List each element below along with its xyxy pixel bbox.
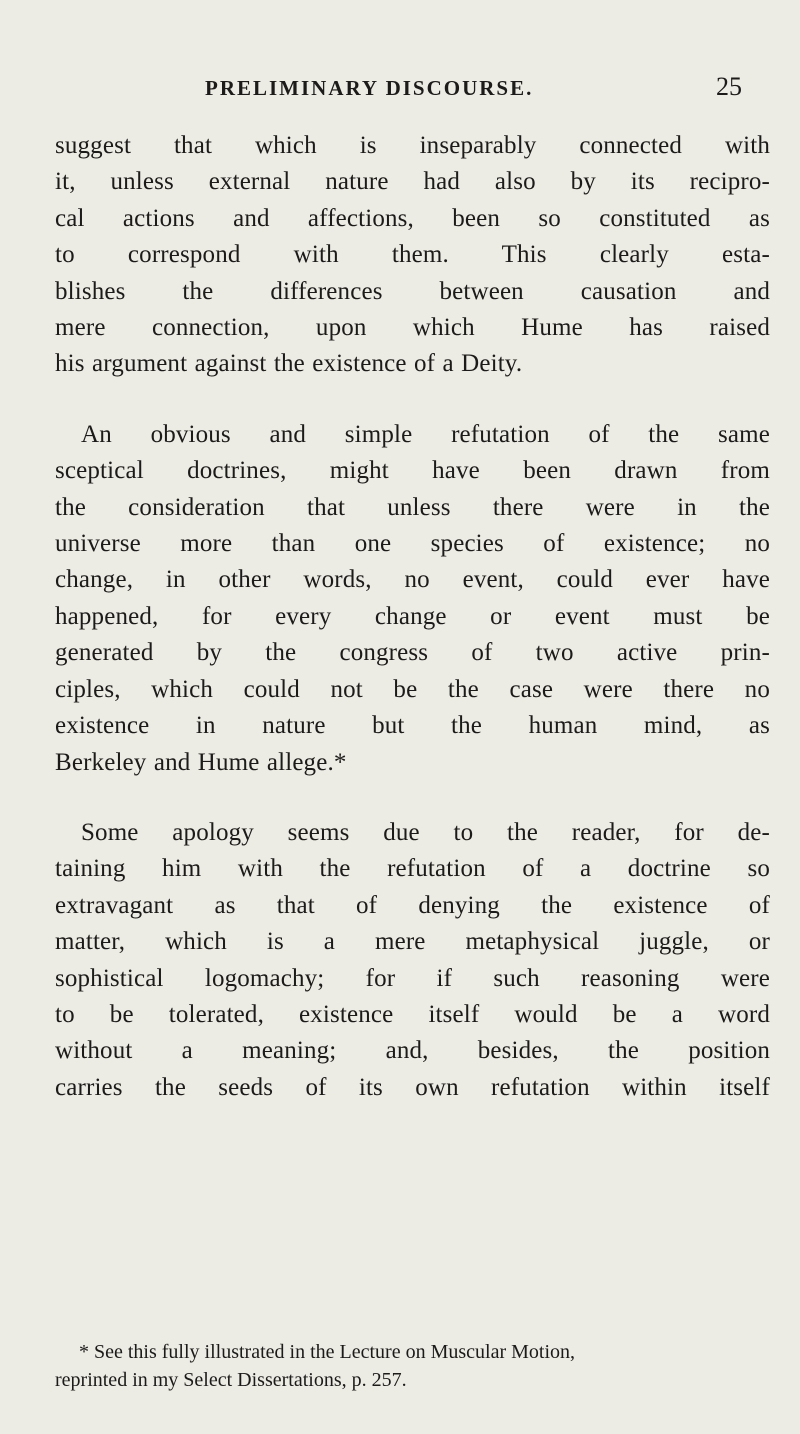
text-line: generated by the congress of two active prin-	[55, 639, 770, 667]
text-line: change, in other words, no event, could ever have	[55, 566, 770, 594]
body-text	[55, 128, 770, 1106]
text-line: matter, which is a mere metaphysical juggle, or	[55, 928, 770, 956]
text-line: An obvious and simple refutation of the same	[81, 420, 770, 448]
text-line: sophistical logomachy; for if such reasoning were	[55, 964, 770, 992]
text-line: mere connection, upon which Hume has raised	[55, 314, 770, 342]
text-line: universe more than one species of existence; no	[55, 530, 770, 558]
text-line: his argument against the existence of a Deity.	[55, 350, 523, 378]
text-line: to be tolerated, existence itself would be a word	[55, 1000, 770, 1028]
page-number: 25	[716, 72, 742, 101]
text-line: suggest that which is inseparably connected with	[55, 132, 770, 159]
paragraph-3	[55, 815, 770, 1106]
text-line: ciples, which could not be the case were there no	[55, 675, 770, 703]
running-head	[0, 72, 800, 106]
text-line: existence in nature but the human mind, as	[55, 712, 770, 740]
text-line: it, unless external nature had also by its recipro-	[55, 168, 770, 196]
text-line: sceptical doctrines, might have been drawn from	[55, 457, 770, 485]
text-line: extravagant as that of denying the existence of	[55, 891, 770, 919]
running-title: PRELIMINARY DISCOURSE.	[205, 76, 534, 100]
text-line: carries the seeds of its own refutation within itself	[55, 1073, 770, 1101]
footnote	[55, 1338, 770, 1394]
text-line: the consideration that unless there were in the	[55, 493, 770, 521]
text-line: cal actions and affections, been so constituted as	[55, 204, 770, 232]
footnote-line: reprinted in my Select Dissertations, p. 257.	[55, 1369, 407, 1391]
text-line: Berkeley and Hume allege.*	[55, 748, 347, 776]
text-line: Some apology seems due to the reader, for de-	[81, 818, 770, 846]
text-line: taining him with the refutation of a doctrine so	[55, 855, 770, 883]
text-line: blishes the differences between causation and	[55, 277, 770, 305]
paragraph-1	[55, 128, 770, 383]
text-line: without a meaning; and, besides, the position	[55, 1037, 770, 1065]
text-line: to correspond with them. This clearly esta-	[55, 241, 770, 269]
footnote-line: * See this fully illustrated in the Lecture on Muscular Motion,	[79, 1341, 576, 1363]
paragraph-2	[55, 417, 770, 781]
text-line: happened, for every change or event must be	[55, 602, 770, 630]
